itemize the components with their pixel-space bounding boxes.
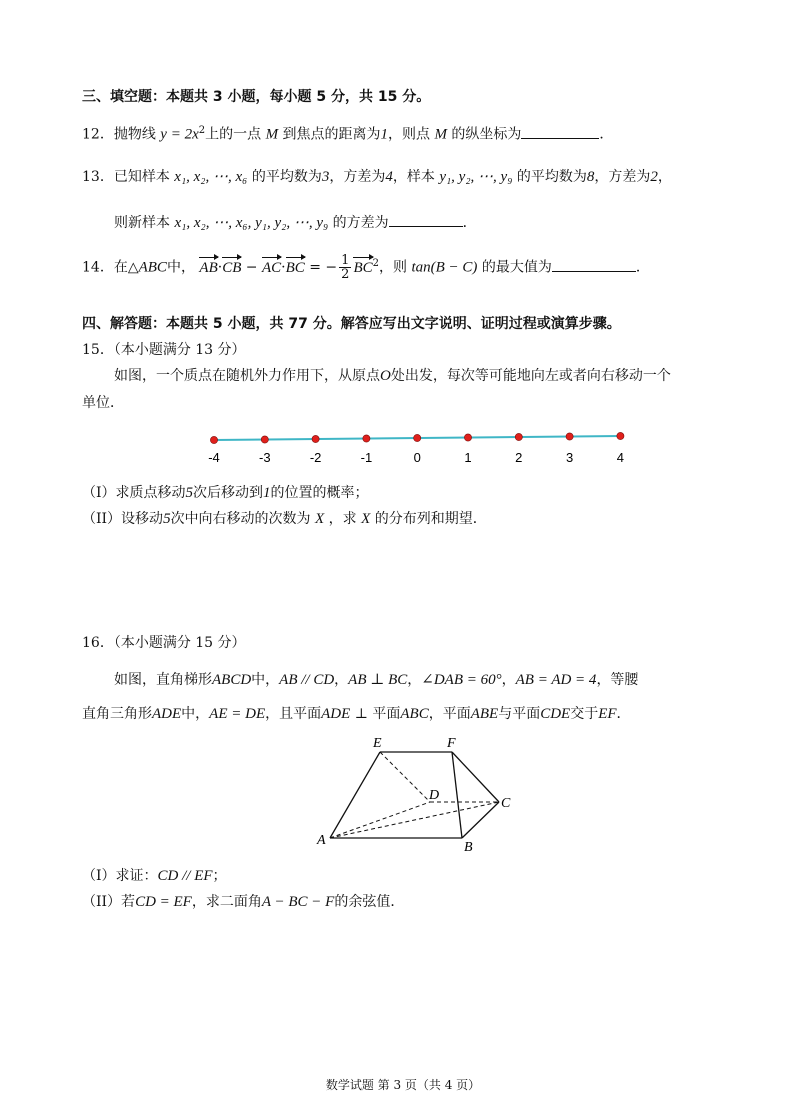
- number-line-point: [566, 433, 573, 440]
- number-line-tick-label: 3: [565, 450, 574, 465]
- number-line-tick-label: 4: [616, 450, 625, 465]
- number-line-tick-label: 1: [464, 450, 472, 465]
- question-13-line2: 则新样本 x₁, x₂, ⋯, x₆, y₁, y₂, ⋯, y₉ 的方差为 ．: [114, 212, 477, 233]
- question-12: 12．抛物线 $y = 2x^2$上的一点 M 到焦点的距离为1，则点 M 的纵坐标为 ．: [82, 125, 614, 143]
- solid-geometry-figure: [312, 734, 528, 856]
- number-line-tick-label: -4: [208, 450, 220, 465]
- number-line-tick-label: 0: [413, 450, 421, 465]
- number-line-tick-label: 2: [515, 450, 523, 465]
- label-A: A: [317, 833, 326, 848]
- edge-FB: [452, 752, 462, 838]
- number-line-point: [414, 434, 421, 441]
- q16-title: 16．（本小题满分 15 分）: [82, 635, 246, 651]
- page-footer: 数学试题 第 3 页（共 4 页）: [325, 1078, 481, 1092]
- number-line-point: [312, 435, 319, 442]
- edge-FC: [452, 752, 499, 802]
- q15-paragraph-line2: 单位．: [82, 395, 124, 411]
- question-14: 14．在△ABC中， AB·CB − AC·BC = − $\frac{1}{2}$ $BC^2$，则 tan(B − C) 的最大值为 ．: [82, 253, 650, 283]
- section4-heading: 四、解答题：本题共 5 小题，共 77 分。解答应写出文字说明、证明过程或演算步骤。: [82, 316, 621, 332]
- number-line-point: [515, 433, 522, 440]
- fraction-one-half: $\frac{1}{2}$: [341, 253, 350, 283]
- edge-EA: [330, 752, 380, 838]
- number-line-point: [210, 436, 217, 443]
- number-line-point: [363, 435, 370, 442]
- label-D: D: [429, 788, 440, 803]
- label-F: F: [447, 736, 456, 751]
- q13-number: 13．: [82, 169, 114, 185]
- question-13: 13．已知样本 x₁, x₂, ⋯, x₆ 的平均数为3，方差为4，样本 y₁, y₂, ⋯, y₉ 的平均数为8，方差为2，: [82, 169, 672, 185]
- edge-BC: [462, 802, 499, 838]
- label-C: C: [501, 796, 511, 811]
- q16-part-i: （I）求证：CD // EF；: [82, 868, 227, 884]
- answer-blank: [389, 212, 463, 227]
- number-line-tick-label: -1: [360, 450, 373, 465]
- q15-part-ii: （II）设移动5次中向右移动的次数为 X ，求 X 的分布列和期望．: [82, 511, 487, 527]
- q16-paragraph: 如图，直角梯形ABCD中，AB // CD，AB ⊥ BC，∠DAB = 60°，AB = AD = 4，等腰: [114, 672, 639, 688]
- number-line-point: [464, 434, 471, 441]
- q14-number: 14．: [82, 259, 114, 276]
- answer-blank: [552, 257, 636, 272]
- q15-title: 15．（本小题满分 13 分）: [82, 342, 246, 358]
- answer-blank: [521, 124, 599, 139]
- q15-part-i: （I）求质点移动5次后移动到1的位置的概率；: [82, 485, 369, 501]
- q12-number: 12．: [82, 126, 114, 143]
- q15-paragraph: 如图，一个质点在随机外力作用下，从原点O处出发，每次等可能地向左或者向右移动一个: [114, 368, 671, 384]
- q16-paragraph-line2: 直角三角形ADE中，AE = DE，且平面ADE ⊥ 平面ABC，平面ABE与平面CDE交于EF．: [82, 706, 631, 722]
- label-B: B: [464, 840, 473, 855]
- number-line-tick-label: -2: [309, 450, 322, 465]
- number-line-tick-label: -3: [259, 450, 271, 465]
- edge-ED: [380, 752, 430, 802]
- number-line-point: [261, 436, 268, 443]
- label-E: E: [373, 736, 382, 751]
- number-line-point: [617, 432, 624, 439]
- edge-AC: [330, 802, 499, 838]
- section3-heading: 三、填空题：本题共 3 小题，每小题 5 分，共 15 分。: [82, 89, 431, 105]
- number-line-figure: [196, 424, 636, 470]
- q16-part-ii: （II）若CD = EF，求二面角A − BC − F的余弦值．: [82, 894, 405, 910]
